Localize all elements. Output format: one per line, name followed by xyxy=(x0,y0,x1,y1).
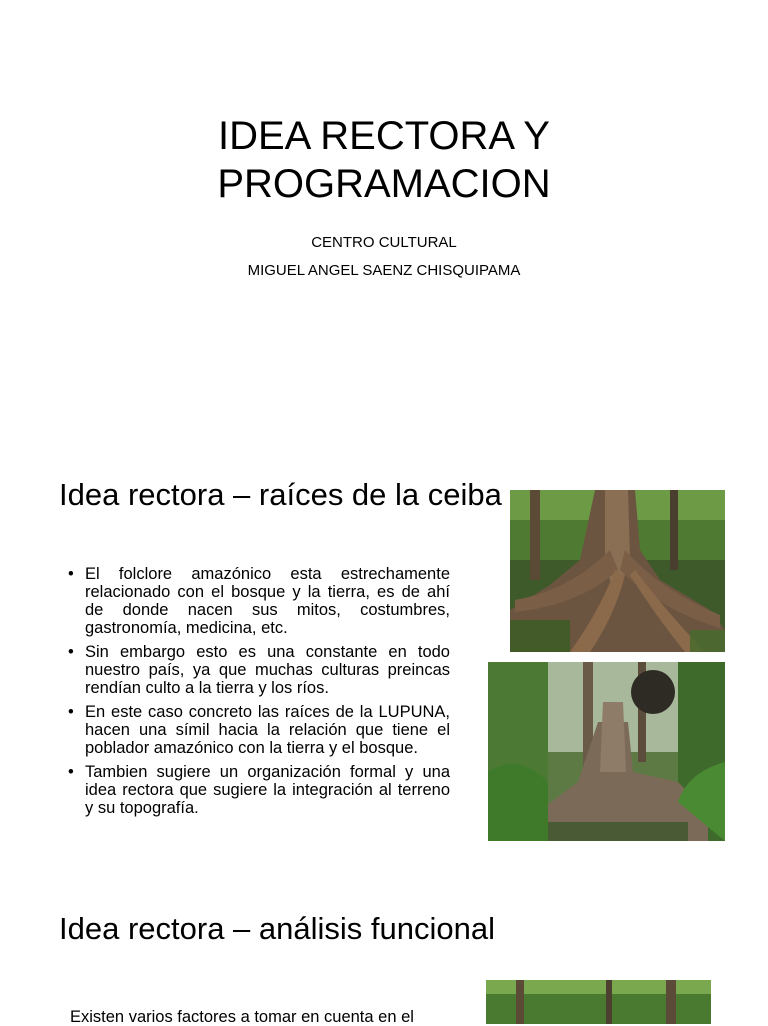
bullet-item: • Tambien sugiere un organización formal y una idea rectora que sugiere la integración al terreno y su topografía. xyxy=(68,763,450,817)
lupuna-forest-photo xyxy=(488,662,725,841)
bullet-item: • Sin embargo esto es una constante en todo nuestro país, ya que muchas culturas preincas rendían culto a la tierra y los ríos. xyxy=(68,643,450,697)
page-title xyxy=(0,112,768,208)
section-heading-analisis: Idea rectora – análisis funcional xyxy=(59,911,495,946)
bullet-item: • El folclore amazónico esta estrechamente relacionado con el bosque y la tierra, es de ahí de donde nacen sus mitos, costumbres, gastronomía, medicina, etc. xyxy=(68,565,450,637)
title-line-2: PROGRAMACION xyxy=(217,162,551,206)
subtitle xyxy=(0,229,768,285)
title-line-1: IDEA RECTORA Y xyxy=(218,114,550,158)
bullet-item: • En este caso concreto las raíces de la LUPUNA, hacen una símil hacia la relación que tiene el poblador amazónico con la tierra y el bosque. xyxy=(68,703,450,757)
body-paragraph: Existen varios factores a tomar en cuenta en el xyxy=(70,1008,414,1026)
bullet-list xyxy=(68,565,450,823)
subtitle-line-1: CENTRO CULTURAL xyxy=(311,234,457,251)
forest-photo xyxy=(486,980,711,1024)
subtitle-author: MIGUEL ANGEL SAENZ CHISQUIPAMA xyxy=(247,262,521,279)
ceiba-roots-photo xyxy=(510,490,725,652)
section-heading-raices: Idea rectora – raíces de la ceiba xyxy=(59,477,502,512)
